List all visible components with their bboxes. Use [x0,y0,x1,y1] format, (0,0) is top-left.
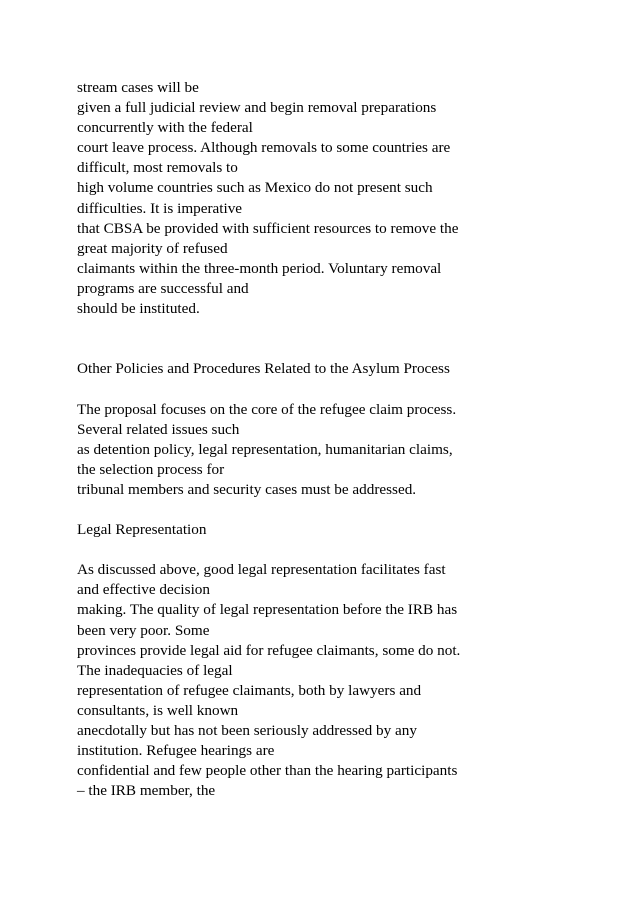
text-line: anecdotally but has not been seriously addressed by any [77,722,417,739]
paragraph-legal-representation [77,560,632,801]
section-heading-legal-representation: Legal Representation [77,521,207,539]
text-line: consultants, is well known [77,701,239,719]
text-line: that CBSA be provided with sufficient resources to remove the [77,219,459,237]
text-line: making. The quality of legal representation before the IRB has [77,601,458,619]
text-line: as detention policy, legal representation, humanitarian claims, [77,440,453,458]
text-line: The inadequacies of legal [77,661,233,679]
text-line: representation of refugee claimants, both by lawyers and [77,681,422,699]
spacer [77,500,632,520]
text-line: concurrently with the federal [77,119,253,137]
text-line: difficult, most removals to [77,159,238,177]
text-line: Several related issues such [77,420,240,438]
text-line: As discussed above, good legal representation facilitates fast [77,561,446,579]
text-line: confidential and few people other than the hearing participants [77,762,458,780]
text-line: should be instituted. [77,300,200,318]
text-line: court leave process. Although removals to some countries are [77,139,451,157]
spacer [77,379,632,399]
text-line: stream cases will be [77,79,199,96]
text-line: The proposal focuses on the core of the refugee claim process. [77,400,457,418]
document-body [77,78,632,801]
spacer [77,319,632,359]
text-line: claimants within the three-month period. Voluntary removal [77,259,442,277]
text-line: programs are successful and [77,279,249,297]
text-line: high volume countries such as Mexico do not present such [77,179,433,197]
text-line: difficulties. It is imperative [77,199,243,217]
section-heading-other-policies: Other Policies and Procedures Related to the Asylum Process [77,360,450,378]
spacer [77,540,632,560]
paragraph-proposal [77,400,632,500]
text-line: institution. Refugee hearings are [77,742,275,760]
text-line: great majority of refused [77,239,228,257]
text-line: provinces provide legal aid for refugee claimants, some do not. [77,641,461,659]
text-line: tribunal members and security cases must be addressed. [77,480,417,498]
text-line: – the IRB member, the [77,782,216,800]
text-line: and effective decision [77,581,210,599]
text-line: given a full judicial review and begin removal preparations [77,99,437,117]
text-line: been very poor. Some [77,621,210,639]
text-line: the selection process for [77,460,225,478]
paragraph-removals [77,78,632,319]
